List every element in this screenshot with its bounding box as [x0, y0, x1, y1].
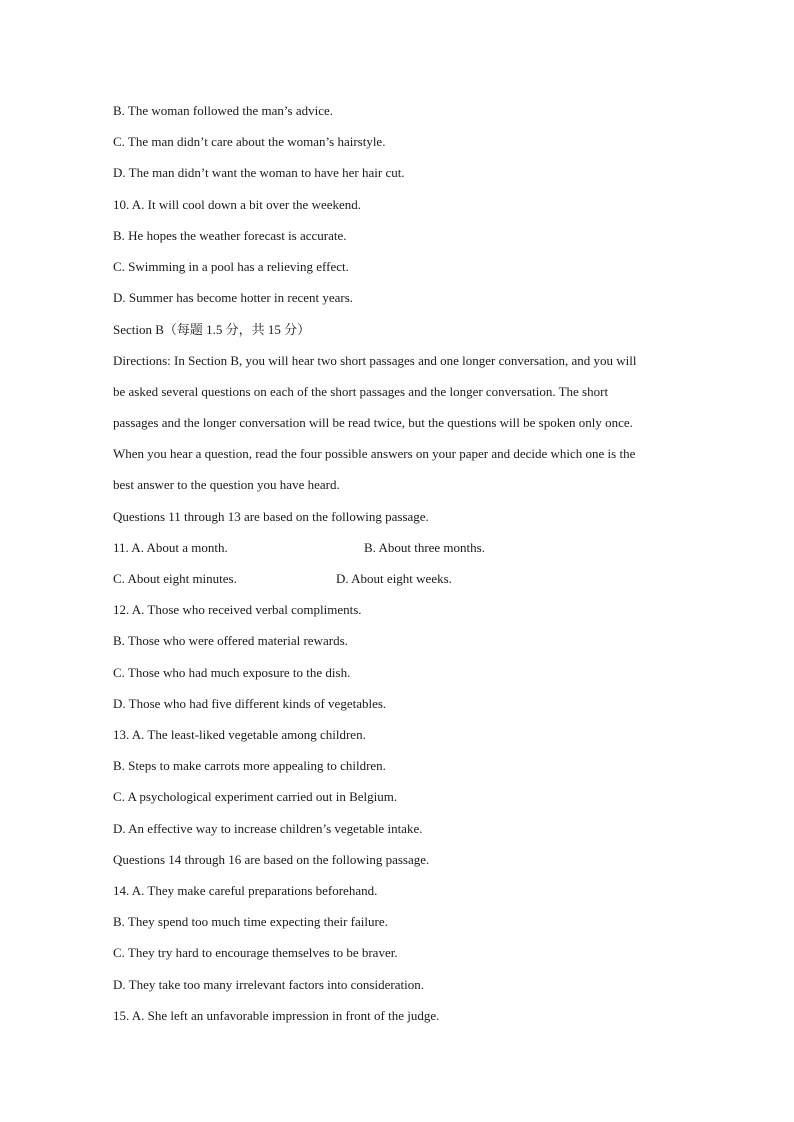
q9-option-b: B. The woman followed the man’s advice. — [113, 103, 333, 118]
q10-option-c: C. Swimming in a pool has a relieving effect. — [113, 259, 349, 274]
q11-option-c: C. About eight minutes. — [113, 571, 237, 586]
section-b-heading: Section B（每题 1.5 分，共 15 分） — [113, 322, 311, 337]
q12-option-b: B. Those who were offered material rewards. — [113, 633, 348, 648]
q9-option-c: C. The man didn’t care about the woman’s hairstyle. — [113, 134, 386, 149]
q11-option-b: B. About three months. — [364, 540, 485, 555]
directions-line-4: When you hear a question, read the four possible answers on your paper and decide which one is the — [113, 446, 636, 461]
q13-option-c: C. A psychological experiment carried out in Belgium. — [113, 789, 398, 804]
q12-option-a: 12. A. Those who received verbal compliments. — [113, 602, 362, 617]
q12-option-d: D. Those who had five different kinds of vegetables. — [113, 696, 387, 711]
q14-option-c: C. They try hard to encourage themselves to be braver. — [113, 945, 398, 960]
questions-14-16-intro: Questions 14 through 16 are based on the following passage. — [113, 852, 430, 867]
q10-option-d: D. Summer has become hotter in recent years. — [113, 290, 354, 305]
directions-line-3: passages and the longer conversation will be read twice, but the questions will be spoken only once. — [113, 415, 633, 430]
q13-option-d: D. An effective way to increase children’s vegetable intake. — [113, 821, 423, 836]
q10-option-a: 10. A. It will cool down a bit over the weekend. — [113, 197, 362, 212]
directions-line-5: best answer to the question you have heard. — [113, 477, 340, 492]
questions-11-13-intro: Questions 11 through 13 are based on the following passage. — [113, 509, 429, 524]
directions-line-1: Directions: In Section B, you will hear two short passages and one longer conversation, and you will — [113, 353, 637, 368]
q9-option-d: D. The man didn’t want the woman to have her hair cut. — [113, 165, 405, 180]
q11-option-d: D. About eight weeks. — [336, 571, 452, 586]
q14-option-a: 14. A. They make careful preparations beforehand. — [113, 883, 378, 898]
q11-options-row-2 — [113, 571, 713, 587]
q10-option-b: B. He hopes the weather forecast is accurate. — [113, 228, 347, 243]
q13-option-b: B. Steps to make carrots more appealing to children. — [113, 758, 386, 773]
q11-options-row-1 — [113, 540, 713, 556]
q12-option-c: C. Those who had much exposure to the dish. — [113, 665, 351, 680]
q14-option-d: D. They take too many irrelevant factors into consideration. — [113, 977, 424, 992]
q11-option-a: 11. A. About a month. — [113, 540, 228, 555]
q13-option-a: 13. A. The least-liked vegetable among children. — [113, 727, 366, 742]
directions-line-2: be asked several questions on each of the short passages and the longer conversation. The short — [113, 384, 609, 399]
q15-option-a: 15. A. She left an unfavorable impression in front of the judge. — [113, 1008, 440, 1023]
q14-option-b: B. They spend too much time expecting their failure. — [113, 914, 388, 929]
